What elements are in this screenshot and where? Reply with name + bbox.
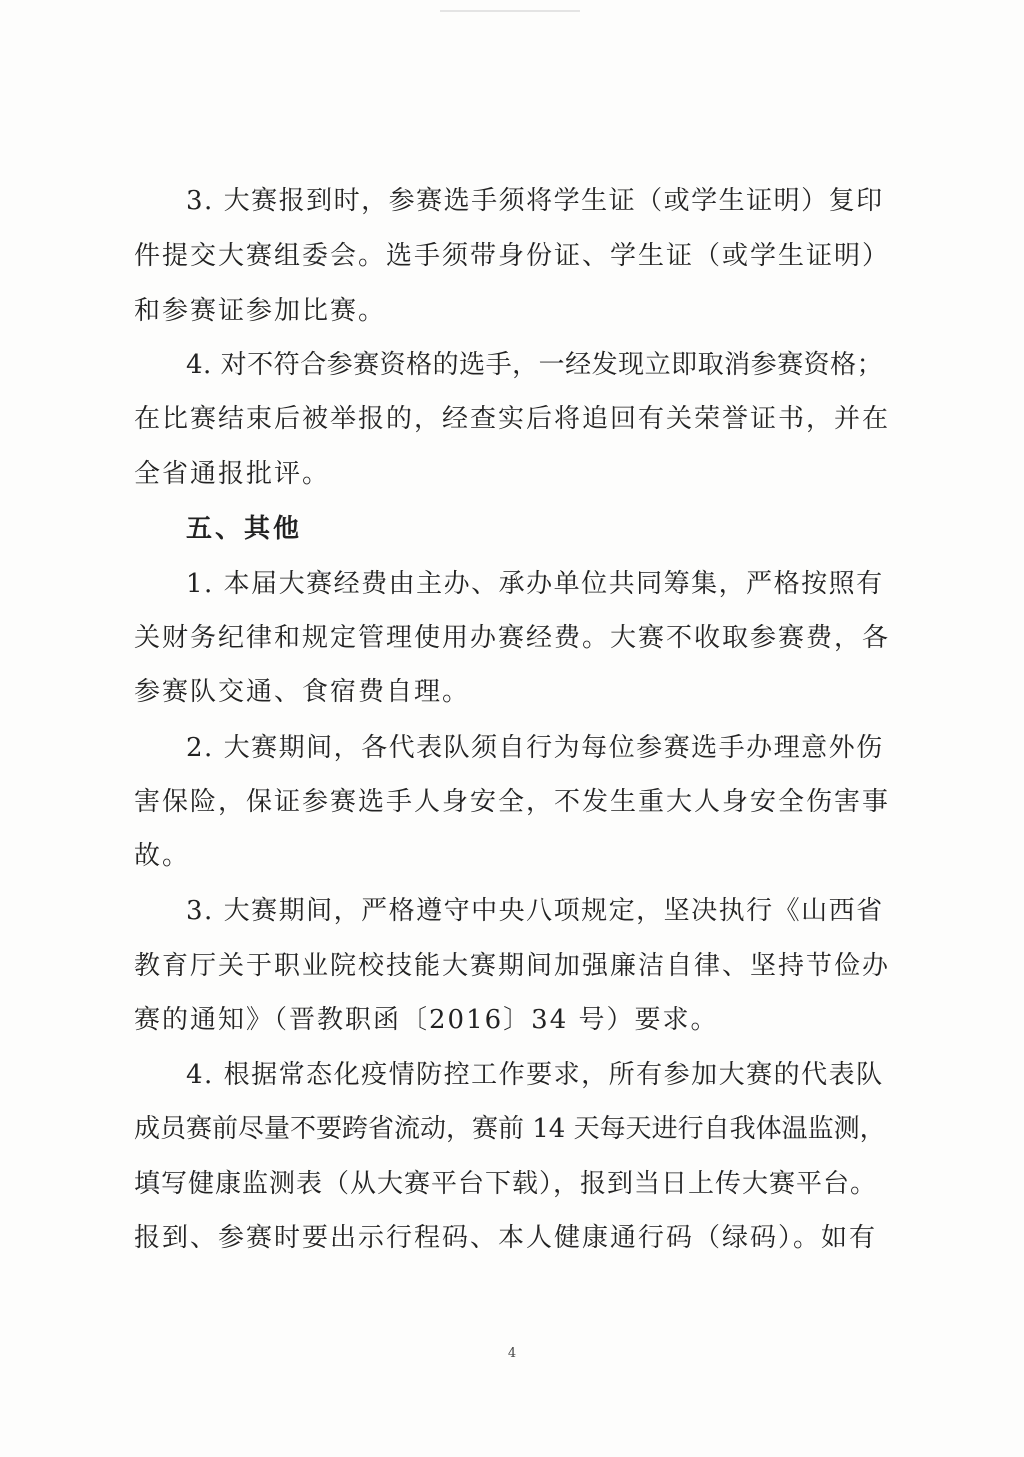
paragraph-line: 报到、参赛时要出示行程码、本人健康通行码（绿码）。如有 [134, 1223, 878, 1253]
paragraph-line: 赛的通知》（晋教职函〔2016〕34 号）要求。 [134, 1005, 719, 1035]
paragraph-line: 1. 本届大赛经费由主办、承办单位共同筹集，严格按照有 [186, 569, 884, 599]
paragraph-line: 4. 根据常态化疫情防控工作要求，所有参加大赛的代表队 [186, 1060, 884, 1090]
bleed-through-mark [440, 0, 580, 12]
paragraph-line: 2. 大赛期间，各代表队须自行为每位参赛选手办理意外伤 [186, 733, 884, 763]
paragraph-line: 3. 大赛报到时，参赛选手须将学生证（或学生证明）复印 [186, 186, 884, 216]
paragraph-line: 参赛队交通、食宿费自理。 [134, 677, 471, 707]
paragraph-line: 4. 对不符合参赛资格的选手，一经发现立即取消参赛资格； [186, 350, 884, 380]
paragraph-line: 件提交大赛组委会。选手须带身份证、学生证（或学生证明） [134, 241, 891, 271]
paragraph-line: 关财务纪律和规定管理使用办赛经费。大赛不收取参赛费，各 [134, 623, 891, 653]
paragraph-line: 成员赛前尽量不要跨省流动，赛前 14 天每天进行自我体温监测， [134, 1114, 886, 1144]
paragraph-line: 3. 大赛期间，严格遵守中央八项规定，坚决执行《山西省 [186, 896, 884, 926]
paragraph-line: 全省通报批评。 [134, 459, 331, 489]
paragraph-line: 害保险，保证参赛选手人身安全，不发生重大人身安全伤害事 [134, 787, 891, 817]
paragraph-line: 和参赛证参加比赛。 [134, 296, 387, 326]
paragraph-line: 填写健康监测表（从大赛平台下载），报到当日上传大赛平台。 [134, 1169, 878, 1199]
page-number: 4 [507, 1346, 517, 1361]
paragraph-line: 故。 [134, 841, 191, 871]
section-heading: 五、其他 [186, 514, 303, 544]
paragraph-line: 教育厅关于职业院校技能大赛期间加强廉洁自律、坚持节俭办 [134, 951, 891, 981]
paragraph-line: 在比赛结束后被举报的，经查实后将追回有关荣誉证书，并在 [134, 404, 891, 434]
